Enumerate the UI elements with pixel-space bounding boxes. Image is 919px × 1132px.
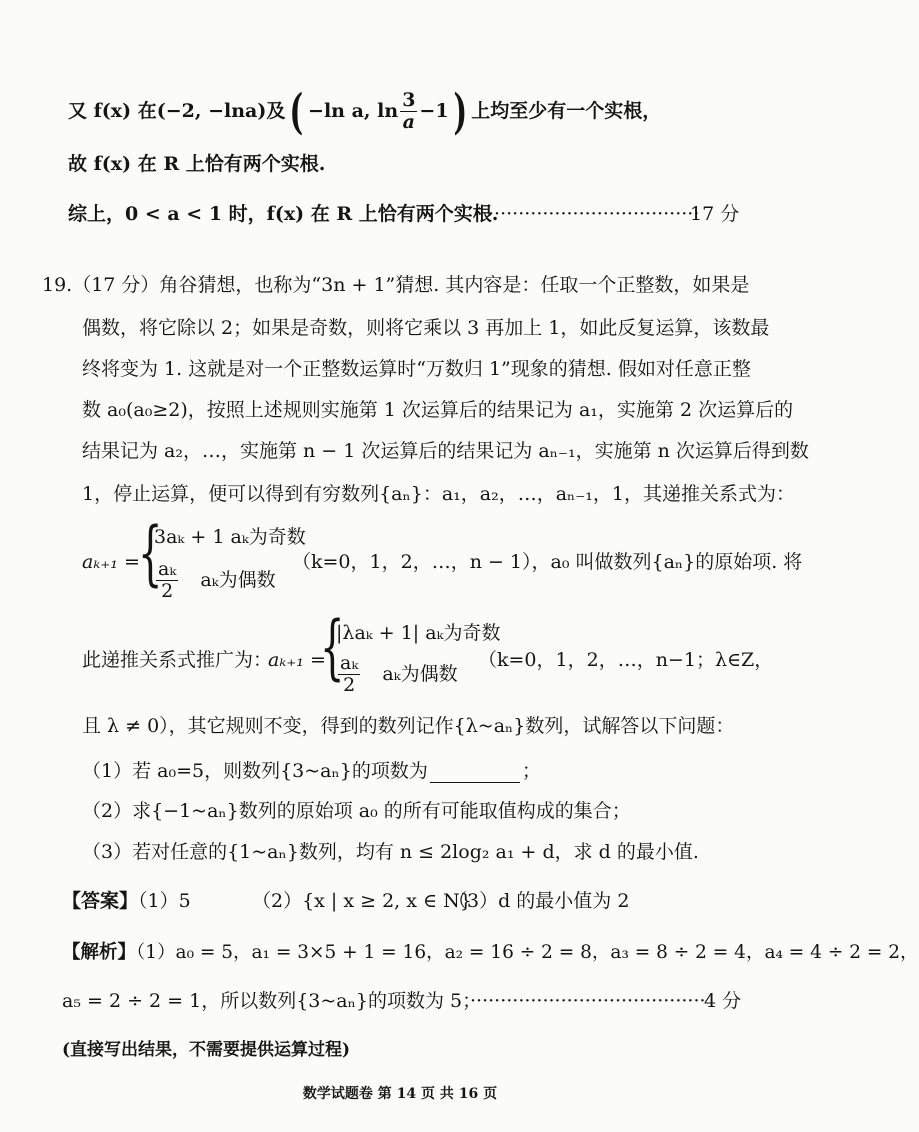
q19-line-5: 结果记为 a₂，…，实施第 n − 1 次运算后的结果记为 aₙ₋₁，实施第 n 次运算后得到数	[82, 440, 809, 462]
formula-2-case-2: $\frac{\text{aₖ}}{2}$ aₖ为偶数	[340, 652, 458, 696]
answer-1: （1）5	[138, 890, 191, 912]
top-line-3-dots: ···································	[488, 203, 700, 225]
formula-1-brace: {	[138, 512, 163, 594]
q19-line-6: 1，停止运算，便可以得到有穷数列{aₙ}：a₁，a₂，…，aₙ₋₁，1，其递推关系式为：	[82, 483, 795, 505]
analysis-line-2-dots: ·······································	[470, 990, 706, 1012]
analysis-note: (直接写出结果，不需要提供运算过程)	[62, 1040, 351, 1060]
formula-2-intro: 此递推关系式推广为：	[82, 649, 273, 671]
subquestion-3: （3）若对任意的{1~aₙ}数列，均有 n ≤ 2log₂ a₁ + d，求 d 的最小值.	[82, 841, 699, 863]
answer-blank	[430, 764, 520, 783]
formula-2-tail: （k=0，1，2，…，n−1；λ∈Z，	[478, 649, 774, 671]
top-line-2: 故 f(x) 在 R 上恰有两个实根.	[68, 153, 326, 175]
formula-1-lhs: aₖ₊₁ =	[82, 551, 140, 573]
formula-2-lhs: aₖ₊₁ =	[268, 649, 326, 671]
top-line-1-prefix: 又 f(x) 在(−2, −lna)及	[68, 100, 286, 122]
formula-2-brace: {	[320, 606, 345, 688]
analysis-line-1: 【解析】（1）a₀ = 5，a₁ = 3×5 + 1 = 16，a₂ = 16 ÷ 2 = 8，a₃ = 8 ÷ 2 = 4，a₄ = 4 ÷ 2 = 2，	[62, 942, 919, 963]
analysis-line-2: a₅ = 2 ÷ 2 = 1，所以数列{3~aₙ}的项数为 5；	[62, 990, 482, 1012]
q19-line-2: 偶数，将它除以 2；如果是奇数，则将它乘以 3 再加上 1，如此反复运算，该数最	[82, 317, 770, 339]
page-footer: 数学试题卷 第 14 页 共 16 页	[302, 1086, 498, 1102]
q19-line-4: 数 a₀(a₀≥2)，按照上述规则实施第 1 次运算后的结果记为 a₁，实施第 2 次运算后的	[82, 399, 794, 421]
answer-3: （3）d 的最小值为 2	[448, 890, 630, 912]
q19-line-1: 19.（17 分）角谷猜想，也称为“3n + 1”猜想. 其内容是：任取一个正整数，如果是	[42, 274, 750, 296]
top-line-1-fraction: $\frac{3}{a}$	[402, 89, 416, 134]
formula-1-tail: （k=0，1，2，…，n − 1），a₀ 叫做数列{aₙ}的原始项. 将	[292, 551, 803, 573]
answer-2: （2）{x | x ≥ 2, x ∈ N}	[252, 890, 472, 912]
answer-line	[62, 890, 191, 913]
top-line-1: 又 f(x) 在(−2, −lna)及( −ln a, ln $\frac{3}{a}$ −1) 上均至少有一个实根，	[68, 84, 662, 140]
analysis-label: 【解析】	[62, 942, 137, 963]
formula-1-case-2: $\frac{\text{aₖ}}{2}$ aₖ为偶数	[158, 558, 276, 602]
subquestion-2: （2）求{−1~aₙ}数列的原始项 a₀ 的所有可能取值构成的集合；	[82, 800, 631, 822]
top-line-3-score: 17 分	[690, 203, 740, 225]
top-line-1-interval: −ln a, ln	[308, 100, 399, 122]
q19-line-7: 且 λ ≠ 0），其它规则不变，得到的数列记作{λ~aₙ}数列，试解答以下问题：	[82, 715, 735, 737]
top-line-3: 综上，0 < a < 1 时，f(x) 在 R 上恰有两个实根.	[68, 203, 499, 225]
formula-1-case-1: 3aₖ + 1 aₖ为奇数	[154, 526, 306, 548]
top-line-1-suffix: 上均至少有一个实根，	[471, 100, 662, 122]
analysis-line-2-score: 4 分	[704, 990, 742, 1012]
q19-line-3: 终将变为 1. 这就是对一个正整数运算时“万数归 1”现象的猜想. 假如对任意正整	[82, 358, 751, 380]
subquestion-1: （1）若 a₀=5，则数列{3~aₙ}的项数为 ；	[82, 760, 541, 782]
formula-2-case-1: |λaₖ + 1| aₖ为奇数	[336, 622, 501, 644]
answer-label: 【答案】	[62, 890, 139, 912]
